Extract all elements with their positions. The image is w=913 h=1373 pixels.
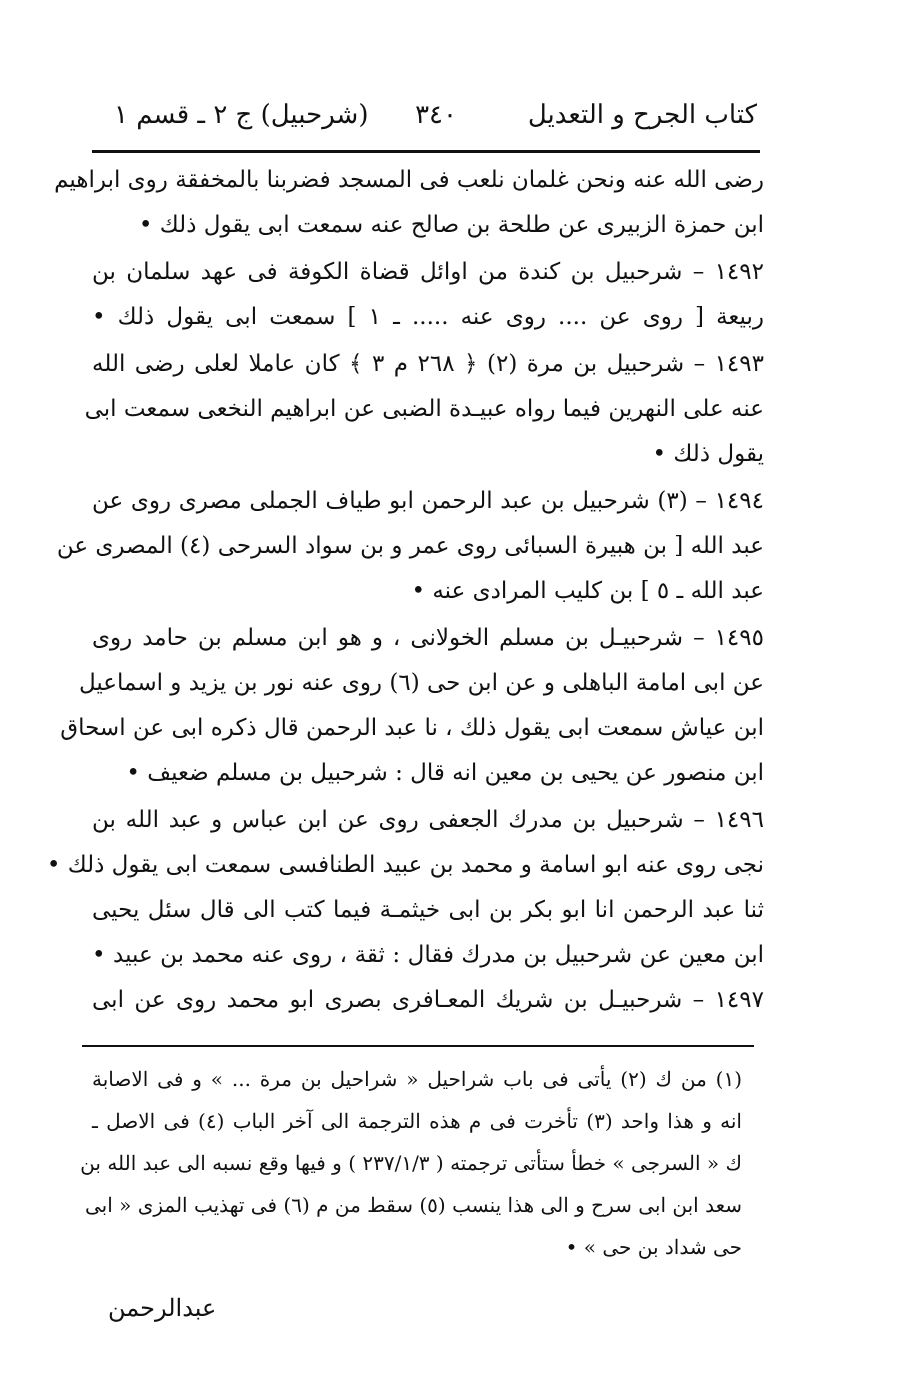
main-text — [46, 158, 764, 1023]
section-info: (شرحبيل) ج ٢ ـ قسم ١ — [114, 100, 369, 130]
text-line: عن ابى امامة الباهلى و عن ابن حى (٦) روى عنه نور بن يزيد و اسماعيل — [78, 670, 764, 696]
text-line: عبد الله ـ ٥ ] بن كليب المرادى عنه • — [411, 578, 764, 604]
footnote-rule — [82, 1045, 754, 1047]
text-line: رضى الله عنه ونحن غلمان نلعب فى المسجد فضربنا بالمخفقة روى ابراهيم — [54, 167, 764, 193]
page-header — [92, 92, 757, 138]
text-line: عنه على النهرين فيما رواه عبيـدة الضبى عن ابراهيم النخعى سمعت ابى — [84, 396, 764, 422]
footnotes — [80, 1058, 742, 1268]
catchword: عبدالرحمن — [108, 1294, 217, 1322]
header-rule — [92, 150, 760, 153]
entry-1494: ١٤٩٤ – (٣) شرحبيل بن عبد الرحمن ابو طياف الجملى مصرى روى عن — [92, 488, 764, 514]
running-title: كتاب الجرح و التعديل — [527, 100, 757, 130]
text-line: عبد الله [ بن هبيرة السبائى روى عمر و بن سواد السرحى (٤) المصرى عن — [56, 533, 764, 559]
text-line: ابن معين عن شرحبيل بن مدرك فقال : ثقة ، روى عنه محمد بن عبيد • — [92, 942, 764, 968]
entry-1492: ١٤٩٢ – شرحبيل بن كندة من اوائل قضاة الكوفة فى عهد سلمان بن — [92, 259, 764, 285]
footnote-line: انه و هذا واحد (٣) تأخرت فى م هذه الترجمة الى آخر الباب (٤) فى الاصل ـ — [92, 1109, 742, 1133]
text-line: ربيعة [ روى عن .... روى عنه ..... ـ ١ ] سمعت ابى يقول ذلك • — [92, 304, 764, 330]
footnote-line: (١) من ك (٢) يأتى فى باب شراحيل « شراحيل بن مرة ... » و فى الاصابة — [92, 1067, 742, 1091]
text-line: ابن عياش سمعت ابى يقول ذلك ، نا عبد الرحمن قال ذكره ابى عن اسحاق — [60, 715, 764, 741]
text-line: ابن منصور عن يحيى بن معين انه قال : شرحبيل بن مسلم ضعيف • — [126, 760, 764, 786]
text-line: ابن حمزة الزبيرى عن طلحة بن صالح عنه سمعت ابى يقول ذلك • — [138, 212, 764, 238]
entry-1497: ١٤٩٧ – شرحبيـل بن شريك المعـافرى بصرى ابو محمد روى عن ابى — [92, 987, 764, 1013]
entry-1495: ١٤٩٥ – شرحبيـل بن مسلم الخولانى ، و هو ابن مسلم بن حامد روى — [92, 625, 764, 651]
footnote-line: ك « السرجى » خطأ ستأتى ترجمته ( ٢٣٧/١/٣ ) و فيها وقع نسبه الى عبد الله بن — [80, 1151, 742, 1175]
text-line: ثنا عبد الرحمن انا ابو بكر بن ابى خيثمـة فيما كتب الى قال سئل يحيى — [92, 897, 764, 923]
page-number: ٣٤٠ — [415, 100, 457, 130]
text-line: يقول ذلك • — [652, 441, 764, 467]
footnote-line: سعد ابن ابى سرح و الى هذا ينسب (٥) سقط من م (٦) فى تهذيب المزى « ابى — [84, 1193, 742, 1217]
entry-1496: ١٤٩٦ – شرحبيل بن مدرك الجعفى روى عن ابن عباس و عبد الله بن — [92, 807, 764, 833]
entry-1493: ١٤٩٣ – شرحبيل بن مرة (٢) ﴿ ٢٦٨ م ٣ ﴾ كان عاملا لعلى رضى الله — [92, 351, 764, 377]
footnote-line: حى شداد بن حى » • — [565, 1235, 742, 1259]
text-line: نجى روى عنه ابو اسامة و محمد بن عبيد الطنافسى سمعت ابى يقول ذلك • — [46, 852, 764, 878]
